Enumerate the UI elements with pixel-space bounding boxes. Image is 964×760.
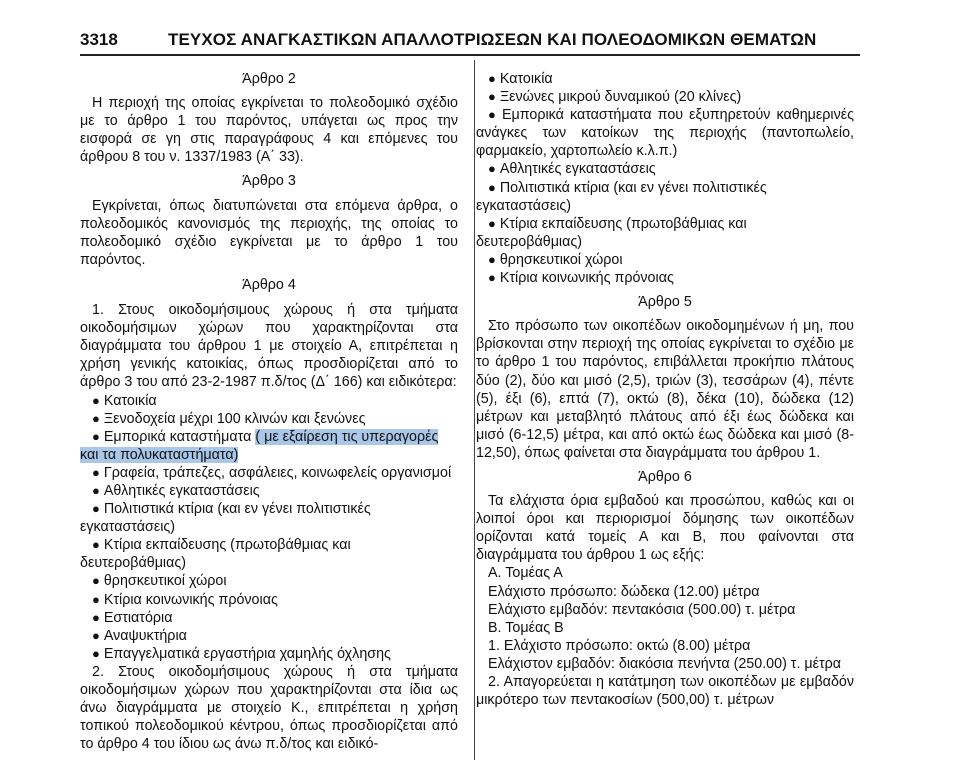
list-item: ● Εστιατόρια bbox=[92, 609, 173, 626]
bullet-icon: ● bbox=[92, 627, 100, 643]
bullet-icon: ● bbox=[92, 410, 100, 426]
article-5-title: Άρθρο 5 bbox=[638, 294, 692, 311]
bullet-icon: ● bbox=[92, 464, 100, 480]
bullet-icon: ● bbox=[92, 501, 100, 517]
article-6-title: Άρθρο 6 bbox=[638, 468, 692, 485]
article-2-title: Άρθρο 2 bbox=[242, 71, 296, 87]
list-item: ● Πολιτιστικά κτίρια (και εν γένει πολιτιστικές εγκαταστάσεις) bbox=[476, 179, 767, 214]
bullet-icon: ● bbox=[488, 71, 496, 86]
list-item: ● Ξενώνες μικρού δυναμικού (20 κλίνες) bbox=[488, 89, 742, 106]
list-item-highlighted[interactable]: ● Εμπορικά καταστήματα ( με εξαίρεση τις υπεραγορές και τα πολυκαταστήματα) bbox=[80, 428, 439, 463]
article-5-text[interactable]: Στο πρόσωπο των οικοπέδων οικοδομημένων ή μη, που βρίσκονται στην περιοχή της οποίας εγκρίνεται το σχέδιο με το άρθρο 1 του παρόντος, επιβάλλεται προκήπιο πλάτους δύο (2), δύο και μισό (2,5), τριών (3), τεσσάρων (4), πέντε (5), έξι (6), επτά (7), οκτώ (8), δέκα (10), δώδεκα (12) μέτρων και μεταβλητό πλάτους από έξι έως δώδεκα και μισό (6-12,5) μέτρα, και από οκτώ έως δώδεκα και μισό (8-12,50), όπως φαίνεται στα διαγράμματα του άρθρου 1. bbox=[476, 318, 854, 461]
bullet-icon: ● bbox=[92, 482, 100, 498]
bullet-icon: ● bbox=[488, 251, 496, 267]
sector-b-heading: Β. Τομέας Β bbox=[488, 619, 564, 636]
article-6-paragraph-2[interactable]: 2. Απαγορεύεται η κατάτμηση των οικοπέδων με εμβαδόν μικρότερο των πεντακοσίων (500,00) τ. μέτρων bbox=[476, 674, 854, 709]
bullet-icon: ● bbox=[92, 392, 100, 408]
list-item: ● Κατοικία bbox=[92, 392, 157, 409]
list-item: ● Κατοικία bbox=[488, 71, 553, 87]
left-column bbox=[80, 70, 458, 753]
gazette-title: ΤΕΥΧΟΣ ΑΝΑΓΚΑΣΤΙΚΩΝ ΑΠΑΛΛΟΤΡΙΩΣΕΩΝ ΚΑΙ ΠΟΛΕΟΔΟΜΙΚΩΝ ΘΕΜΑΤΩΝ bbox=[168, 30, 817, 49]
sector-b-min-area: Ελάχιστον εμβαδόν: διακόσια πενήντα (250.00) τ. μέτρα bbox=[488, 655, 842, 672]
bullet-icon: ● bbox=[92, 591, 100, 607]
right-column bbox=[476, 70, 854, 709]
bullet-icon: ● bbox=[92, 428, 100, 444]
list-item: ● Πολιτιστικά κτίρια (και εν γένει πολιτιστικές εγκαταστάσεις) bbox=[80, 501, 371, 536]
sector-a-heading: Α. Τομέας Α bbox=[488, 565, 563, 582]
article-3-text[interactable]: Εγκρίνεται, όπως διατυπώνεται στα επόμενα άρθρα, ο πολεοδομικός κανονισμός της περιοχής, της οποίας το πολεοδομικό σχέδιο εγκρίνεται με το άρθρο 1 του παρόντος. bbox=[80, 197, 458, 268]
page-number: 3318 bbox=[80, 30, 118, 49]
bullet-icon: ● bbox=[488, 270, 496, 286]
list-item: ● θρησκευτικοί χώροι bbox=[92, 573, 227, 590]
page-header bbox=[80, 30, 817, 54]
list-item: ● Κτίρια κοινωνικής πρόνοιας bbox=[92, 591, 278, 608]
bullet-icon: ● bbox=[92, 537, 100, 553]
list-item: ● Επαγγελματικά εργαστήρια χαμηλής όχλησης bbox=[92, 645, 391, 662]
bullet-icon: ● bbox=[488, 215, 496, 231]
list-item: ● Κτίρια κοινωνικής πρόνοιας bbox=[488, 270, 674, 287]
article-4-paragraph-1[interactable]: 1. Στους οικοδομήσιμους χώρους ή στα τμήματα οικοδομήσιμων χώρων που χαρακτηρίζονται στα διαγράμματα του άρθρου 1 με στοιχείο Α, επιτρέπεται η χρήση γενικής κατοικίας, όπως προσδιορίζεται από το άρθρο 3 του από 23-2-1987 π.δ/τος (Δ΄ 166) και ειδικότερα: bbox=[80, 302, 458, 391]
bullet-icon: ● bbox=[92, 645, 100, 661]
sector-a-min-area: Ελάχιστο εμβαδόν: πεντακόσια (500.00) τ. μέτρα bbox=[488, 601, 796, 618]
article-4-paragraph-2[interactable]: 2. Στους οικοδομήσιμους χώρους ή στα τμήματα οικοδομήσιμων χώρων που χαρακτηρίζονται στα ίδια ως άνω διαγράμματα με στοιχείο Κ., επιτρέπεται η χρήση τοπικού πολεοδομικού κέντρου, όπως προσδιορίζεται από το άρθρο 4 του ίδιου ως άνω π.δ/τος και ειδικό- bbox=[80, 663, 458, 753]
list-item: ● Αναψυκτήρια bbox=[92, 627, 187, 644]
bullet-icon: ● bbox=[488, 107, 498, 123]
sector-a-min-frontage: Ελάχιστο πρόσωπο: δώδεκα (12.00) μέτρα bbox=[488, 583, 760, 600]
article-3-title: Άρθρο 3 bbox=[242, 173, 296, 190]
article-2-text[interactable]: Η περιοχή της οποίας εγκρίνεται το πολεοδομικό σχέδιο με το άρθρο 1 του παρόντος, υπάγεται ως προς την εισφορά σε γη στις παραγράφους 4 και επόμενες του άρθρου 8 του ν. 1337/1983 (Α΄ 33). bbox=[80, 95, 458, 166]
list-item: ● Εμπορικά καταστήματα που εξυπηρετούν καθημερινές ανάγκες των κατοίκων της περιοχής (παντοπωλείο, φαρμακείο, χαρτοπωλείο κ.λ.π.) bbox=[476, 107, 854, 160]
bullet-icon: ● bbox=[92, 573, 100, 589]
list-item: ● Γραφεία, τράπεζες, ασφάλειες, κοινωφελείς οργανισμοί bbox=[92, 464, 452, 481]
list-item: ● Κτίρια εκπαίδευσης (πρωτοβάθμιας και δευτεροβάθμιας) bbox=[476, 215, 747, 250]
list-item: ● Κτίρια εκπαίδευσης (πρωτοβάθμιας και δευτεροβάθμιας) bbox=[80, 537, 351, 572]
list-item: ● Αθλητικές εγκαταστάσεις bbox=[92, 482, 260, 499]
header-rule bbox=[80, 54, 860, 56]
sector-b-min-frontage: 1. Ελάχιστο πρόσωπο: οκτώ (8.00) μέτρα bbox=[488, 637, 751, 654]
bullet-icon: ● bbox=[92, 609, 100, 625]
column-divider bbox=[474, 60, 475, 760]
bullet-icon: ● bbox=[488, 161, 496, 177]
text-selection-highlight[interactable]: ( με εξαίρεση τις υπεραγορές και τα πολυκαταστήματα) bbox=[80, 428, 439, 463]
list-item: ● θρησκευτικοί χώροι bbox=[488, 251, 623, 268]
bullet-icon: ● bbox=[488, 179, 496, 195]
article-6-text[interactable]: Τα ελάχιστα όρια εμβαδού και προσώπου, καθώς και οι λοιποί όροι και περιορισμοί δόμησης των οικοπέδων ορίζονται κατά τομείς Α και Β, που φαίνονται στα διαγράμματα του άρθρου 1 ως εξής: bbox=[476, 493, 854, 564]
list-item: ● Ξενοδοχεία μέχρι 100 κλινών και ξενώνες bbox=[92, 410, 366, 427]
article-4-title: Άρθρο 4 bbox=[242, 276, 296, 293]
bullet-icon: ● bbox=[488, 89, 496, 105]
list-item: ● Αθλητικές εγκαταστάσεις bbox=[488, 161, 656, 178]
